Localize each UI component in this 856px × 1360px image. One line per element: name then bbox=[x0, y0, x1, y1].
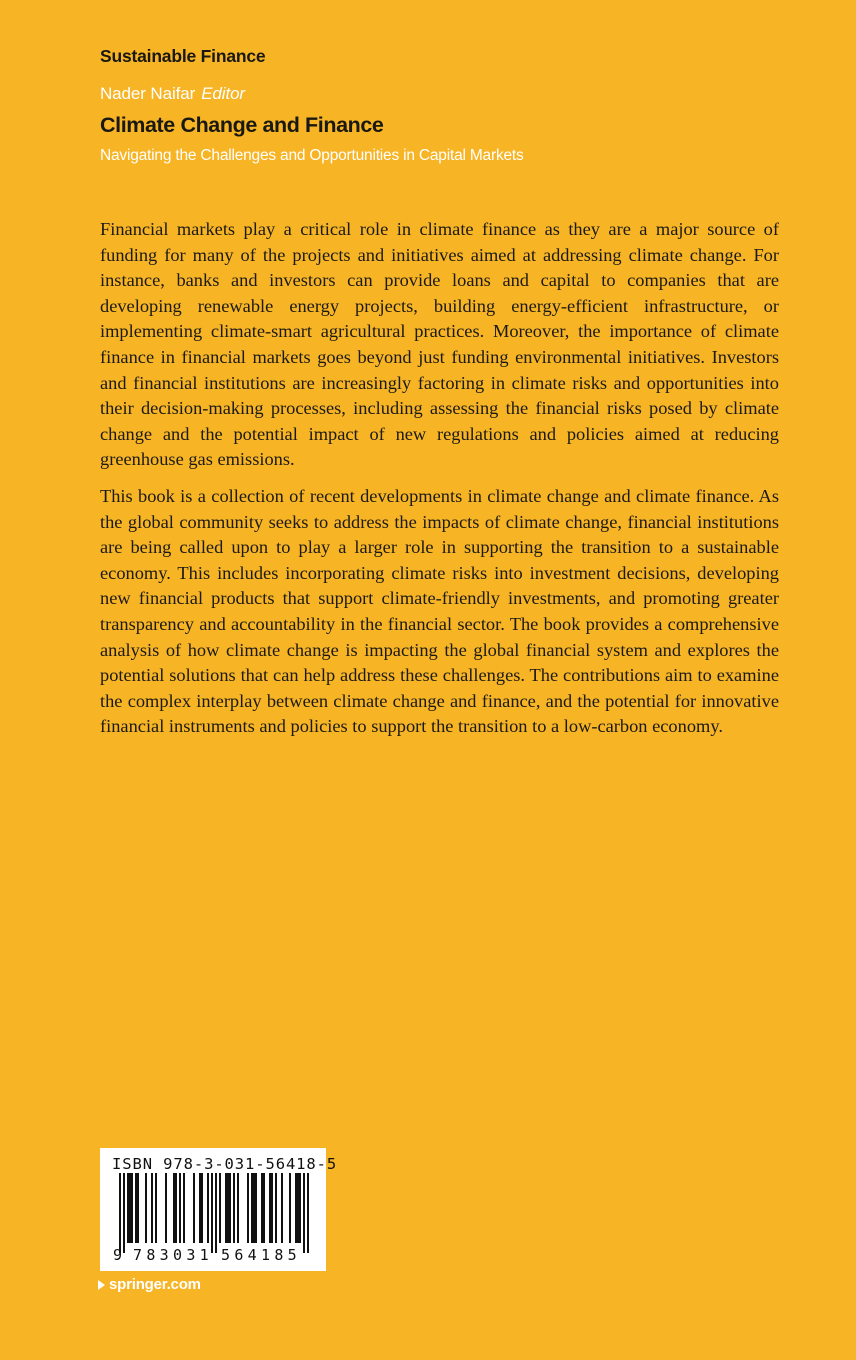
editor-role: Editor bbox=[201, 84, 245, 103]
barcode-bar bbox=[281, 1173, 283, 1243]
barcode-bar bbox=[199, 1173, 203, 1243]
book-title: Climate Change and Finance bbox=[100, 113, 384, 137]
barcode-bar bbox=[225, 1173, 231, 1243]
series-name: Sustainable Finance bbox=[100, 46, 266, 66]
triangle-right-icon bbox=[98, 1280, 105, 1290]
barcode-bar bbox=[219, 1173, 221, 1243]
barcode-bar bbox=[123, 1173, 125, 1253]
barcode-bar bbox=[233, 1173, 235, 1243]
barcode-bar bbox=[269, 1173, 273, 1243]
ean-digits bbox=[100, 1246, 326, 1266]
barcode-bar bbox=[145, 1173, 147, 1243]
barcode-bar bbox=[173, 1173, 177, 1243]
ean-right-group: 564185 bbox=[221, 1246, 301, 1264]
barcode-bar bbox=[295, 1173, 301, 1243]
isbn-barcode bbox=[100, 1148, 338, 1271]
barcode-bar bbox=[151, 1173, 153, 1243]
publisher-link[interactable] bbox=[98, 1276, 201, 1293]
ean-left-group: 783031 bbox=[133, 1246, 213, 1264]
barcode-bar bbox=[289, 1173, 291, 1243]
barcode-bar bbox=[119, 1173, 121, 1253]
barcode-bar bbox=[251, 1173, 257, 1243]
barcode-bar bbox=[303, 1173, 305, 1253]
barcode-bar bbox=[135, 1173, 139, 1243]
barcode-bar bbox=[183, 1173, 185, 1243]
publisher-url: springer.com bbox=[109, 1276, 201, 1293]
editor-line bbox=[100, 84, 245, 104]
barcode-bar bbox=[215, 1173, 217, 1253]
blurb bbox=[100, 217, 779, 751]
barcode-bar bbox=[247, 1173, 249, 1243]
ean-first-digit: 9 bbox=[113, 1246, 123, 1264]
barcode-bar bbox=[211, 1173, 213, 1253]
barcode-bar bbox=[261, 1173, 265, 1243]
barcode-bar bbox=[237, 1173, 239, 1243]
barcode-bar bbox=[165, 1173, 167, 1243]
barcode-bar bbox=[127, 1173, 133, 1243]
editor-name: Nader Naifar bbox=[100, 84, 196, 103]
barcode-bar bbox=[179, 1173, 181, 1243]
barcode-bar bbox=[155, 1173, 157, 1243]
blurb-paragraph-1: Financial markets play a critical role in climate finance as they are a major source of funding for many of the projects and initiatives aimed at addressing climate change. For instance, banks and investors can provide loans and capital to companies that are developing renewable energy projects, building energy-efficient infrastructure, or implementing climate-smart agricultural practices. Moreover, the importance of climate finance in financial markets goes beyond just funding environmental initiatives. Investors and financial institutions are increasingly factoring in climate risks and opportunities into their decision-making processes, including assessing the financial risks posed by climate change and the potential impact of new regulations and policies aimed at reducing greenhouse gas emissions. bbox=[100, 219, 779, 470]
barcode-bar bbox=[193, 1173, 195, 1243]
barcode-bar bbox=[275, 1173, 277, 1243]
barcode-bar bbox=[307, 1173, 309, 1253]
blurb-paragraph-2: This book is a collection of recent developments in climate change and climate finance. As the global community seeks to address the impacts of climate change, financial institutions are being called upon to play a larger role in supporting the transition to a sustainable economy. This includes incorporating climate risks into investment decisions, developing new financial products that support climate-friendly investments, and promoting greater transparency and accountability in the financial sector. The book provides a comprehensive analysis of how climate change is impacting the global financial system and explores the potential solutions that can help address these challenges. The contributions aim to examine the complex interplay between climate change and finance, and the potential for innovative financial instruments and policies to support the transition to a low-carbon economy. bbox=[100, 485, 779, 737]
book-subtitle: Navigating the Challenges and Opportunities in Capital Markets bbox=[100, 147, 524, 164]
isbn-label: ISBN 978-3-031-56418-5 bbox=[112, 1155, 338, 1173]
barcode-bar bbox=[207, 1173, 209, 1243]
